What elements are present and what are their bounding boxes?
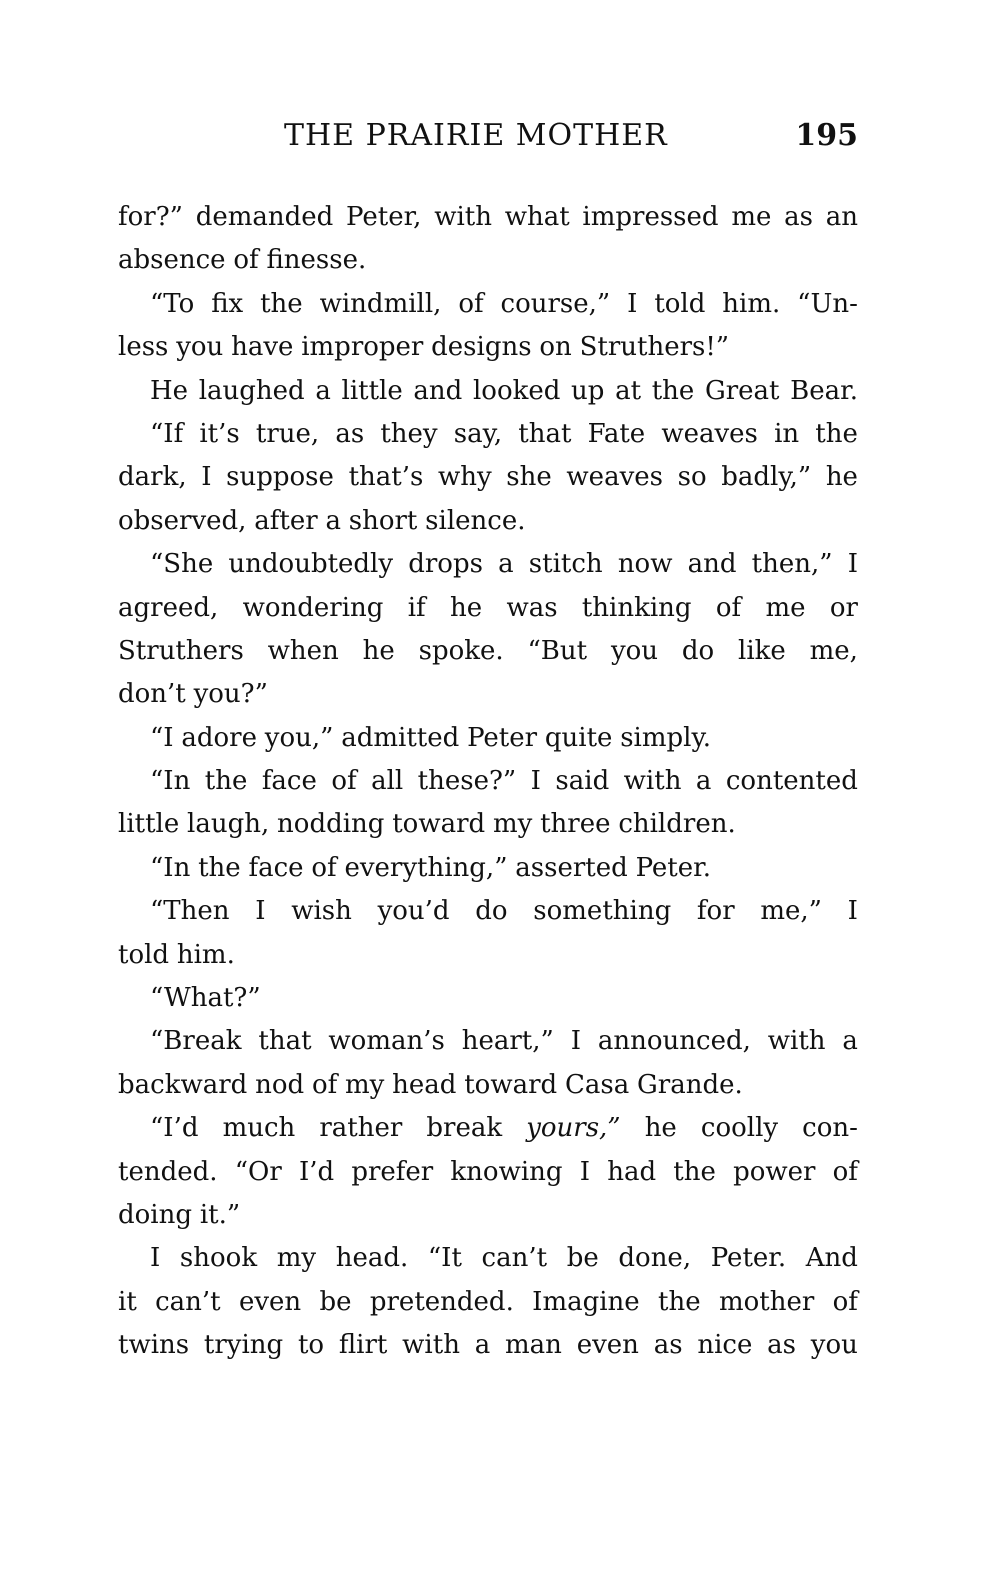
- word: twins: [118, 1330, 190, 1361]
- word: that: [258, 1026, 312, 1057]
- word: undoubtedly: [228, 549, 394, 580]
- word: “Un-: [797, 288, 858, 319]
- word: windmill,: [319, 288, 442, 319]
- word: do: [681, 635, 715, 666]
- word: me: [731, 202, 772, 232]
- word: be: [319, 1286, 352, 1317]
- word: true,: [255, 418, 320, 449]
- word: they: [380, 418, 438, 449]
- word: and: [687, 549, 737, 580]
- word: at: [615, 375, 642, 406]
- word: man: [505, 1330, 562, 1361]
- word: nodding: [277, 809, 385, 840]
- word: wondering: [242, 592, 384, 623]
- text-line: [118, 1194, 858, 1237]
- word: Bear.: [790, 375, 858, 406]
- word: badly,”: [721, 462, 812, 493]
- word: a: [695, 766, 712, 797]
- word: backward: [118, 1069, 248, 1100]
- page-number: 195: [795, 118, 858, 153]
- word: quite: [544, 722, 613, 753]
- word: adore: [181, 722, 257, 753]
- word: for: [696, 896, 735, 927]
- word: the: [815, 418, 858, 449]
- text-line: [118, 326, 858, 369]
- word: my: [276, 1243, 317, 1274]
- word: “She: [150, 549, 214, 580]
- word: so: [677, 462, 707, 493]
- word: the: [658, 1286, 701, 1317]
- word: the: [198, 852, 241, 883]
- word: contented: [725, 766, 858, 797]
- word: a: [325, 505, 341, 536]
- word: the: [204, 766, 248, 797]
- word: improper: [301, 332, 424, 363]
- text-line: [118, 630, 858, 673]
- text-line: [118, 717, 858, 760]
- text-line: [118, 370, 858, 413]
- word: thinking: [581, 592, 692, 623]
- word: I’d: [298, 1156, 335, 1187]
- word: prefer: [351, 1156, 434, 1187]
- word: to: [297, 1330, 325, 1361]
- word: I: [579, 1156, 591, 1187]
- word: laughed: [198, 375, 305, 406]
- word: I: [847, 896, 858, 927]
- word: something: [533, 896, 672, 927]
- word: up: [571, 375, 605, 406]
- word: impressed: [582, 202, 719, 232]
- word: of: [311, 1069, 338, 1100]
- text-line: [118, 456, 858, 499]
- word: yours,”: [526, 1113, 621, 1144]
- word: break: [426, 1113, 503, 1144]
- word: Struthers: [118, 635, 244, 666]
- word: Peter: [467, 722, 538, 753]
- word: spoke.: [418, 635, 504, 666]
- word: absence: [118, 245, 226, 276]
- word: toward: [464, 1069, 558, 1100]
- word: face: [261, 766, 317, 797]
- word: pretended.: [369, 1286, 514, 1317]
- word: toward: [392, 809, 486, 840]
- word: with: [767, 1026, 826, 1057]
- word: I: [570, 1026, 581, 1057]
- word: knowing: [450, 1156, 563, 1187]
- word: of: [458, 288, 484, 319]
- word: Imagine: [532, 1286, 640, 1317]
- word: Peter.: [710, 1243, 787, 1274]
- word: I: [255, 896, 266, 927]
- word: designs: [431, 332, 532, 363]
- word: the: [673, 1156, 716, 1187]
- word: of: [832, 1156, 858, 1187]
- word: observed,: [118, 505, 247, 536]
- word: drops: [408, 549, 483, 580]
- text-line: [118, 1064, 858, 1107]
- word: he: [362, 635, 395, 666]
- word: all: [371, 766, 404, 797]
- word: was: [506, 592, 558, 623]
- word: if: [407, 592, 426, 623]
- word: say,: [453, 418, 503, 449]
- word: as: [653, 1330, 683, 1361]
- word: and: [413, 375, 463, 406]
- word: coolly: [700, 1113, 779, 1144]
- text-line: [118, 283, 858, 326]
- word: can’t: [155, 1286, 221, 1317]
- word: like: [738, 635, 786, 666]
- text-line: [118, 196, 858, 239]
- word: of: [331, 766, 357, 797]
- word: children.: [618, 809, 736, 840]
- running-head: [118, 118, 858, 158]
- word: it: [118, 1286, 137, 1317]
- word: “To: [150, 288, 195, 319]
- word: “I: [150, 722, 174, 753]
- word: Fate: [587, 418, 646, 449]
- word: with: [434, 202, 492, 232]
- word: my: [492, 809, 533, 840]
- text-line: [118, 1020, 858, 1063]
- text-line: [118, 847, 858, 890]
- word: you,”: [264, 722, 334, 753]
- word: him.: [176, 939, 235, 970]
- word: why: [437, 462, 492, 493]
- word: three: [540, 809, 611, 840]
- word: trying: [203, 1330, 284, 1361]
- word: of: [715, 592, 742, 623]
- word: have: [231, 332, 294, 363]
- word: “If: [150, 418, 184, 449]
- word: Great: [704, 375, 780, 406]
- word: silence.: [425, 505, 526, 536]
- word: much: [222, 1113, 296, 1144]
- text-line: [118, 1281, 858, 1324]
- word: of: [233, 245, 259, 276]
- text-line: [118, 500, 858, 543]
- word: “Break: [150, 1026, 242, 1057]
- word: me,”: [760, 896, 822, 927]
- word: then,”: [751, 549, 833, 580]
- word: on: [539, 332, 572, 363]
- text-line: [118, 413, 858, 456]
- word: you’d: [377, 896, 450, 927]
- word: head: [392, 1069, 457, 1100]
- word: of: [311, 852, 337, 883]
- word: a: [842, 1026, 858, 1057]
- word: heart,”: [461, 1026, 554, 1057]
- word: told: [118, 939, 170, 970]
- word: a: [474, 1330, 491, 1361]
- text-line: [118, 1107, 858, 1150]
- word: my: [345, 1069, 385, 1100]
- word: he: [644, 1113, 677, 1144]
- word: “In: [150, 852, 191, 883]
- word: announced,: [597, 1026, 751, 1057]
- word: weaves: [661, 418, 758, 449]
- word: as: [767, 1330, 796, 1361]
- word: she: [506, 462, 552, 493]
- word: you?”: [193, 679, 268, 710]
- word: doing: [118, 1199, 193, 1230]
- word: or: [829, 592, 858, 623]
- word: flirt: [338, 1330, 388, 1361]
- text-line: [118, 890, 858, 933]
- word: power: [733, 1156, 816, 1187]
- text-line: [118, 1324, 858, 1367]
- word: rather: [319, 1113, 403, 1144]
- text-line: [118, 1237, 858, 1280]
- word: head.: [335, 1243, 409, 1274]
- word: now: [617, 549, 673, 580]
- word: you: [176, 332, 224, 363]
- word: I: [627, 288, 638, 319]
- word: Grande.: [637, 1069, 743, 1100]
- word: I: [201, 462, 212, 493]
- word: “Or: [234, 1156, 282, 1187]
- text-line: [118, 543, 858, 586]
- body-text: [118, 196, 858, 1368]
- word: looked: [472, 375, 561, 406]
- word: he: [825, 462, 858, 493]
- word: little: [341, 375, 403, 406]
- word: said: [555, 766, 610, 797]
- word: Casa: [564, 1069, 630, 1100]
- word: a: [498, 549, 514, 580]
- word: little: [118, 809, 180, 840]
- word: suppose: [226, 462, 334, 493]
- word: laugh,: [187, 809, 270, 840]
- word: dark,: [118, 462, 187, 493]
- word: after: [254, 505, 318, 536]
- word: with: [402, 1330, 460, 1361]
- word: demanded: [195, 202, 334, 232]
- word: be: [566, 1243, 599, 1274]
- text-line: [118, 977, 858, 1020]
- word: con-: [802, 1113, 858, 1144]
- running-title: THE PRAIRIE MOTHER: [284, 118, 668, 153]
- word: wish: [291, 896, 352, 927]
- word: he: [449, 592, 483, 623]
- word: what: [504, 202, 570, 232]
- text-line: [118, 673, 858, 716]
- word: Struthers!”: [579, 332, 730, 363]
- word: simply.: [620, 722, 711, 753]
- word: weaves: [566, 462, 663, 493]
- word: a: [315, 375, 331, 406]
- word: you: [610, 635, 659, 666]
- word: “Then: [150, 896, 230, 927]
- text-line: [118, 803, 858, 846]
- word: stitch: [528, 549, 603, 580]
- word: I: [150, 1243, 161, 1274]
- word: face: [248, 852, 304, 883]
- word: of: [832, 1286, 858, 1317]
- word: “I’d: [150, 1113, 199, 1144]
- word: tended.: [118, 1156, 218, 1187]
- word: as: [784, 202, 813, 232]
- word: Peter.: [635, 852, 711, 883]
- text-line: [118, 1151, 858, 1194]
- word: “It: [427, 1243, 462, 1274]
- text-line: [118, 239, 858, 282]
- word: you: [810, 1330, 858, 1361]
- word: as: [335, 418, 365, 449]
- word: don’t: [118, 679, 186, 710]
- word: an: [825, 202, 858, 232]
- word: And: [805, 1243, 858, 1274]
- word: asserted: [515, 852, 628, 883]
- word: done,: [618, 1243, 692, 1274]
- word: shook: [179, 1243, 258, 1274]
- word: had: [607, 1156, 657, 1187]
- word: “What?”: [150, 983, 261, 1014]
- word: woman’s: [328, 1026, 445, 1057]
- word: admitted: [341, 722, 460, 753]
- word: these?”: [417, 766, 517, 797]
- word: nod: [255, 1069, 305, 1100]
- text-line: [118, 760, 858, 803]
- text-line: [118, 587, 858, 630]
- word: short: [348, 505, 418, 536]
- word: me,: [809, 635, 858, 666]
- word: when: [267, 635, 339, 666]
- word: mother: [718, 1286, 815, 1317]
- word: it.”: [199, 1199, 241, 1230]
- word: Peter,: [346, 202, 422, 232]
- word: in: [774, 418, 800, 449]
- word: everything,”: [344, 852, 508, 883]
- word: finesse.: [266, 245, 367, 276]
- word: the: [260, 288, 303, 319]
- word: fix: [211, 288, 244, 319]
- word: agreed,: [118, 592, 219, 623]
- word: nice: [697, 1330, 753, 1361]
- word: even: [238, 1286, 302, 1317]
- word: can’t: [481, 1243, 548, 1274]
- word: told: [654, 288, 706, 319]
- word: “But: [527, 635, 588, 666]
- word: that: [518, 418, 572, 449]
- word: me: [765, 592, 806, 623]
- word: less: [118, 332, 169, 363]
- word: I: [847, 549, 858, 580]
- word: He: [150, 375, 189, 406]
- word: with: [623, 766, 682, 797]
- word: him.: [722, 288, 781, 319]
- word: the: [651, 375, 695, 406]
- word: even: [576, 1330, 639, 1361]
- text-line: [118, 934, 858, 977]
- word: for?”: [118, 202, 183, 232]
- word: “In: [150, 766, 191, 797]
- word: do: [475, 896, 508, 927]
- word: that’s: [348, 462, 424, 493]
- word: it’s: [199, 418, 240, 449]
- word: course,”: [500, 288, 611, 319]
- word: I: [530, 766, 541, 797]
